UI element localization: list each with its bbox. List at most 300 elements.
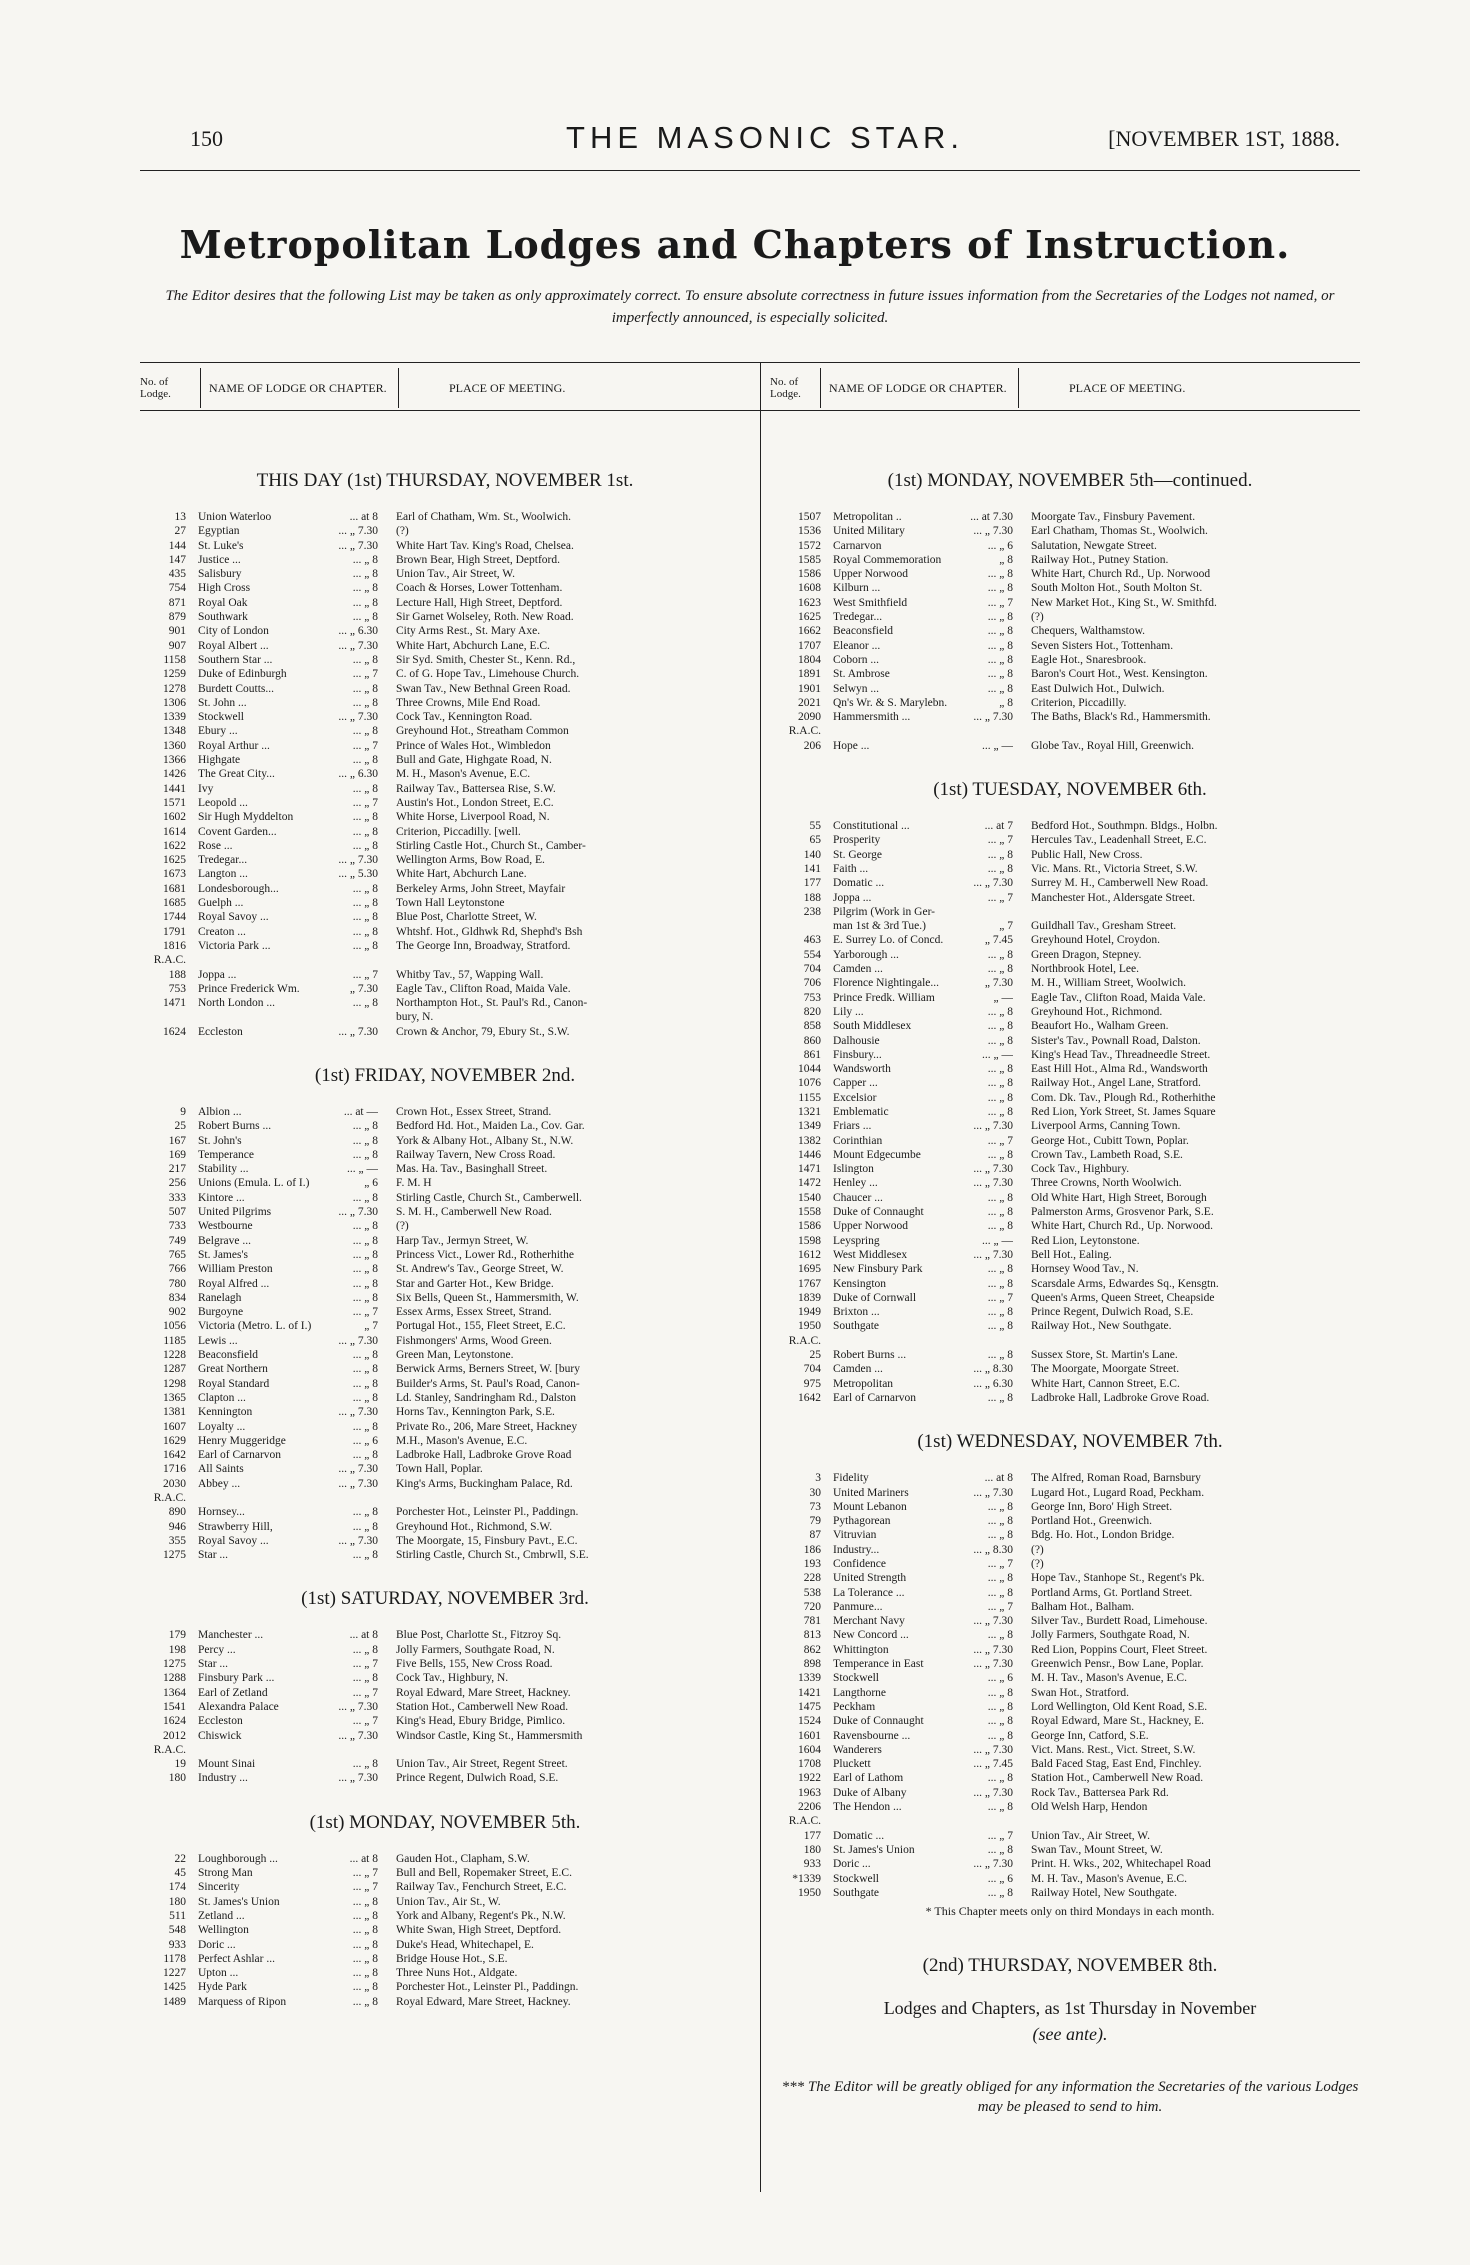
meeting-place: Criterion, Piccadilly. xyxy=(1031,696,1127,709)
left-column xyxy=(140,470,750,2035)
lodge-name: Strawberry Hill, xyxy=(198,1520,273,1533)
meeting-time: ... „ 8 xyxy=(352,682,378,695)
meeting-time: ... „ 8 xyxy=(352,1134,378,1147)
lodge-number: 1158 xyxy=(163,653,186,666)
lodge-name: Camden ... xyxy=(833,963,883,976)
lodge-row xyxy=(775,1191,1365,1205)
lodge-row xyxy=(140,796,750,810)
lodge-number: 3 xyxy=(815,1472,821,1485)
meeting-time: ... at 8 xyxy=(984,1472,1013,1485)
lodge-row xyxy=(775,1814,1365,1828)
lodge-row xyxy=(140,696,750,710)
lodge-number: 834 xyxy=(168,1291,186,1304)
meeting-time: ... „ 8 xyxy=(352,1248,378,1261)
lodge-row xyxy=(775,1500,1365,1514)
meeting-place: Greyhound Hot., Streatham Common xyxy=(396,725,569,738)
meeting-time: ... „ 8 xyxy=(987,1529,1013,1542)
meeting-place: Bedford Hot., Southmpn. Bldgs., Holbn. xyxy=(1031,820,1218,833)
lodge-row xyxy=(775,1277,1365,1291)
lodge-number: 1622 xyxy=(163,839,186,852)
lodge-number: 1259 xyxy=(163,668,186,681)
lodge-name: Southwark xyxy=(198,611,248,624)
meeting-place: White Hart, Church Rd., Up. Norwood. xyxy=(1031,1220,1214,1233)
lodge-number: 1901 xyxy=(798,682,821,695)
lodge-row xyxy=(140,1534,750,1548)
lodge-number: 1716 xyxy=(163,1463,186,1476)
lodge-name: Justice ... xyxy=(198,553,241,566)
meeting-time: ... „ 7.30 xyxy=(338,639,378,652)
meeting-place: bury, N. xyxy=(396,1011,434,1024)
lodge-number: 1963 xyxy=(798,1786,821,1799)
meeting-place: Essex Arms, Essex Street, Strand. xyxy=(396,1306,552,1319)
meeting-time: ... „ 8 xyxy=(352,653,378,666)
meeting-time: ... „ 8 xyxy=(352,1995,378,2008)
lodge-name: Emblematic xyxy=(833,1105,889,1118)
meeting-place: Red Lion, Poppins Court, Fleet Street. xyxy=(1031,1643,1208,1656)
lodge-name: Vitruvian xyxy=(833,1529,877,1542)
meeting-time: ... „ 8 xyxy=(352,1391,378,1404)
lodge-name: man 1st & 3rd Tue.) xyxy=(833,920,926,933)
meeting-place: Porchester Hot., Leinster Pl., Paddingn. xyxy=(396,1506,579,1519)
meeting-time: ... „ 8 xyxy=(352,1909,378,1922)
lodge-row xyxy=(140,782,750,796)
lodge-row xyxy=(140,1671,750,1685)
lodge-row xyxy=(775,1076,1365,1090)
meeting-place: Coach & Horses, Lower Tottenham. xyxy=(396,582,563,595)
lodge-number: 228 xyxy=(803,1572,821,1585)
lodge-number: 1381 xyxy=(163,1406,186,1419)
lodge-row xyxy=(140,1895,750,1909)
lodge-row xyxy=(775,1062,1365,1076)
meeting-time: ... „ — xyxy=(982,1048,1013,1061)
meeting-place: Portland Hot., Greenwich. xyxy=(1031,1515,1153,1528)
lodge-number: 1695 xyxy=(798,1263,821,1276)
meeting-place: Three Nuns Hot., Aldgate. xyxy=(396,1967,518,1980)
meeting-place: White Swan, High Street, Deptford. xyxy=(396,1924,562,1937)
lodge-row xyxy=(775,1886,1365,1900)
meeting-place: St. Andrew's Tav., George Street, W. xyxy=(396,1263,564,1276)
section-heading: (1st) WEDNESDAY, NOVEMBER 7th. xyxy=(917,1431,1223,1453)
meeting-time: ... „ 7.30 xyxy=(338,1772,378,1785)
meeting-place: George Hot., Cubitt Town, Poplar. xyxy=(1031,1134,1189,1147)
meeting-place: South Molton Hot., South Molton St. xyxy=(1031,582,1203,595)
lodge-row xyxy=(775,510,1365,524)
table-top-rule xyxy=(140,362,1360,363)
meeting-time: ... „ 8 xyxy=(352,811,378,824)
meeting-place: Union Tav., Air St., W. xyxy=(396,1895,501,1908)
meeting-place: Royal Edward, Mare Street, Hackney. xyxy=(396,1995,571,2008)
lodge-number: 1949 xyxy=(798,1306,821,1319)
section-heading: (1st) MONDAY, NOVEMBER 5th. xyxy=(309,1811,581,1833)
lodge-number: 1339 xyxy=(163,711,186,724)
lodge-number: 1804 xyxy=(798,653,821,666)
meeting-place: York & Albany Hot., Albany St., N.W. xyxy=(396,1134,574,1147)
lodge-number: 2012 xyxy=(163,1729,186,1742)
meeting-time: ... „ 8 xyxy=(352,1377,378,1390)
issue-date: [NOVEMBER 1ST, 1888. xyxy=(1108,126,1340,151)
lodge-name: Zetland ... xyxy=(198,1909,245,1922)
meeting-place: (?) xyxy=(1031,1543,1044,1556)
lodge-row xyxy=(140,1134,750,1148)
lodge-row xyxy=(140,1491,750,1505)
meeting-time: ... „ 7.30 xyxy=(973,1786,1013,1799)
meeting-time: ... „ 8 xyxy=(352,1220,378,1233)
meeting-place: M. H. Tav., Mason's Avenue, E.C. xyxy=(1031,1872,1187,1885)
lodge-name: Temperance in East xyxy=(833,1658,924,1671)
meeting-time: „ 7.45 xyxy=(984,934,1013,947)
lodge-name: Mount Edgecumbe xyxy=(833,1148,921,1161)
meeting-time: ... „ 8 xyxy=(987,1148,1013,1161)
lodge-number: 1744 xyxy=(163,911,186,924)
lodge-row xyxy=(140,1729,750,1743)
lodge-number: 65 xyxy=(809,834,821,847)
meeting-time: ... „ 8 xyxy=(352,568,378,581)
lodge-row xyxy=(775,1148,1365,1162)
lodge-number: 1662 xyxy=(798,625,821,638)
lodge-row xyxy=(775,739,1365,753)
lodge-name: Chaucer ... xyxy=(833,1191,883,1204)
lodge-row xyxy=(775,1643,1365,1657)
lodge-row xyxy=(775,1471,1365,1485)
lodge-name: Capper ... xyxy=(833,1077,878,1090)
meeting-place: Swan Tav., Mount Street, W. xyxy=(1031,1843,1163,1856)
lodge-number: 9 xyxy=(180,1105,186,1118)
meeting-time: „ 7.30 xyxy=(984,977,1013,990)
lodge-name: Finsbury... xyxy=(833,1048,882,1061)
meeting-place: Town Hall, Poplar. xyxy=(396,1463,483,1476)
lodge-name: Prince Fredk. William xyxy=(833,991,935,1004)
meeting-place: Horns Tav., Kennington Park, S.E. xyxy=(396,1406,555,1419)
meeting-place: Bedford Hd. Hot., Maiden La., Cov. Gar. xyxy=(396,1120,585,1133)
meeting-place: Prince Regent, Dulwich Road, S.E. xyxy=(396,1772,559,1785)
lodge-row xyxy=(775,933,1365,947)
lodge-row xyxy=(775,1843,1365,1857)
meeting-time: „ 6 xyxy=(364,1177,378,1190)
meeting-place: Red Lion, York Street, St. James Square xyxy=(1031,1105,1216,1118)
lodge-number: 167 xyxy=(168,1134,186,1147)
col-head-name: NAME OF LODGE OR CHAPTER. xyxy=(820,368,1019,408)
lodge-name: Wellington xyxy=(198,1924,249,1937)
lodge-row xyxy=(140,667,750,681)
section-heading: (1st) FRIDAY, NOVEMBER 2nd. xyxy=(314,1064,576,1086)
lodge-number: 1056 xyxy=(163,1320,186,1333)
lodge-name: West Smithfield xyxy=(833,596,908,609)
meeting-time: ... „ 7 xyxy=(352,1686,378,1699)
meeting-place: Old Welsh Harp, Hendon xyxy=(1031,1801,1148,1814)
lodge-row xyxy=(140,882,750,896)
meeting-time: ... „ 8 xyxy=(987,1515,1013,1528)
lodge-number: 13 xyxy=(174,511,186,523)
lodge-name: Tredegar... xyxy=(833,611,883,624)
lodge-number: 1642 xyxy=(163,1449,186,1462)
lodge-name: Lily ... xyxy=(833,1005,864,1018)
lodge-row xyxy=(140,1995,750,2009)
lodge-name: Langton ... xyxy=(198,868,248,881)
meeting-place: Whitby Tav., 57, Wapping Wall. xyxy=(396,968,544,981)
meeting-place: Princess Vict., Lower Rd., Rotherhithe xyxy=(396,1248,574,1261)
meeting-time: ... „ 7.30 xyxy=(973,1643,1013,1656)
lodge-row xyxy=(775,1305,1365,1319)
lodge-row xyxy=(140,1743,750,1757)
lodge-name: High Cross xyxy=(198,582,251,595)
meeting-place: Swan Hot., Stratford. xyxy=(1031,1686,1130,1699)
meeting-time: ... „ 8 xyxy=(987,1320,1013,1333)
meeting-time: ... „ 8 xyxy=(352,1120,378,1133)
meeting-time: ... „ 8 xyxy=(987,625,1013,638)
lodge-name: Loughborough ... xyxy=(198,1852,278,1865)
lodge-number: 1471 xyxy=(798,1163,821,1176)
lodge-row xyxy=(140,1548,750,1562)
lodge-number: R.A.C. xyxy=(153,1743,186,1756)
lodge-row xyxy=(775,1291,1365,1305)
lodge-row xyxy=(140,1191,750,1205)
lodge-number: 1472 xyxy=(798,1177,821,1190)
lodge-name: Eccleston xyxy=(198,1025,243,1038)
lodge-name: Duke of Connaught xyxy=(833,1206,924,1219)
meeting-time: ... „ 8 xyxy=(352,1952,378,1965)
meeting-time: ... „ 8 xyxy=(352,1758,378,1771)
lodge-row xyxy=(775,1219,1365,1233)
lodge-number: 45 xyxy=(174,1867,186,1880)
meeting-time: ... „ 8 xyxy=(352,997,378,1010)
lodge-number: 1471 xyxy=(163,997,186,1010)
lodge-row xyxy=(775,1105,1365,1119)
lodge-row xyxy=(140,1880,750,1894)
meeting-time: ... „ 7 xyxy=(987,1134,1013,1147)
lodge-name: Prosperity xyxy=(833,834,881,847)
lodge-row xyxy=(140,996,750,1010)
meeting-place: The Baths, Black's Rd., Hammersmith. xyxy=(1031,711,1211,724)
meeting-time: ... „ 7 xyxy=(987,1558,1013,1570)
meeting-time: ... „ 7.30 xyxy=(973,1120,1013,1133)
lodge-row xyxy=(775,1729,1365,1743)
meeting-time: ... „ 8 xyxy=(987,1686,1013,1699)
meeting-place: Wellington Arms, Bow Road, E. xyxy=(396,854,545,867)
meeting-time: ... „ 7 xyxy=(352,668,378,681)
header-rule xyxy=(140,170,1360,171)
meeting-time: ... „ 7 xyxy=(352,1658,378,1671)
meeting-time: ... „ 7.30 xyxy=(338,525,378,538)
lodge-name: Westbourne xyxy=(198,1220,253,1233)
lodge-number: 1791 xyxy=(163,925,186,938)
meeting-time: ... „ 8 xyxy=(352,1520,378,1533)
lodge-row xyxy=(775,919,1365,933)
lodge-number: 1950 xyxy=(798,1320,821,1333)
meeting-place: Three Crowns, Mile End Road. xyxy=(396,696,541,709)
meeting-time: ... „ 8 xyxy=(352,1924,378,1937)
lodge-name: Manchester ... xyxy=(198,1629,264,1642)
lodge-number: 1681 xyxy=(163,882,186,895)
lodge-row xyxy=(775,1857,1365,1871)
lodge-name: Royal Savoy ... xyxy=(198,911,269,924)
lodge-row xyxy=(775,1586,1365,1600)
section-heading: (1st) MONDAY, NOVEMBER 5th—continued. xyxy=(887,470,1253,491)
page-number: 150 xyxy=(190,126,223,151)
lodge-row xyxy=(775,1514,1365,1528)
lodge-row xyxy=(140,1686,750,1700)
lodge-name: Star ... xyxy=(198,1658,229,1671)
meeting-place: King's Head Tav., Threadneedle Street. xyxy=(1031,1048,1211,1061)
page-title: Metropolitan Lodges and Chapters of Instruction. xyxy=(179,222,1291,267)
lodge-name: Kilburn ... xyxy=(833,582,881,595)
lodge-name: Unions (Emula. L. of I.) xyxy=(198,1177,310,1190)
meeting-place: Star and Garter Hot., Kew Bridge. xyxy=(396,1277,554,1290)
meeting-time: ... „ 8 xyxy=(352,1449,378,1462)
lodge-name: New Concord ... xyxy=(833,1629,909,1642)
meeting-place: York and Albany, Regent's Pk., N.W. xyxy=(396,1909,566,1922)
lodge-name: Merchant Navy xyxy=(833,1615,905,1628)
lodge-row xyxy=(775,639,1365,653)
meeting-time: „ 7.30 xyxy=(349,982,378,995)
meeting-time: ... „ 8 xyxy=(352,553,378,566)
meeting-time: ... „ 8 xyxy=(987,1091,1013,1104)
meeting-place: (?) xyxy=(1031,611,1044,624)
meeting-place: White Hart, Abchurch Lane, E.C. xyxy=(396,639,550,652)
col-head-place: PLACE OF MEETING. xyxy=(398,368,779,408)
lodge-name: Corinthian xyxy=(833,1134,883,1147)
lodge-number: R.A.C. xyxy=(153,954,186,967)
meeting-place: Chequers, Walthamstow. xyxy=(1031,625,1146,638)
lodge-name: Qn's Wr. & S. Marylebn. xyxy=(833,696,948,709)
meeting-place: Brown Bear, High Street, Deptford. xyxy=(396,553,561,566)
lodge-row xyxy=(140,1657,750,1671)
closing-note: *** The Editor will be greatly obliged for any information the Secretaries of the various Lodges may be pleased to send to him. xyxy=(781,2079,1359,2116)
meeting-time: ... „ 6 xyxy=(987,1672,1013,1685)
lodge-name: Hammersmith ... xyxy=(833,711,911,724)
lodge-row xyxy=(775,1829,1365,1843)
meeting-place: Union Tav., Air Street, W. xyxy=(1031,1829,1150,1842)
lodge-name: Temperance xyxy=(198,1148,255,1161)
meeting-place: Green Man, Leytonstone. xyxy=(396,1349,514,1362)
lodge-name: Southern Star ... xyxy=(198,653,273,666)
lodge-name: Carnarvon xyxy=(833,539,882,552)
meeting-place: Railway Hotel, New Southgate. xyxy=(1031,1886,1177,1899)
meeting-time: ... „ 8 xyxy=(987,948,1013,961)
lodge-name: Perfect Ashlar ... xyxy=(198,1952,275,1965)
lodge-number: 1598 xyxy=(798,1234,821,1247)
lodge-row xyxy=(140,1176,750,1190)
lodge-row xyxy=(775,1786,1365,1800)
lodge-number: 1612 xyxy=(798,1248,821,1261)
meeting-place: S. M. H., Camberwell New Road. xyxy=(396,1206,552,1219)
lodge-number: 754 xyxy=(168,582,186,595)
lodge-name: St. George xyxy=(833,848,882,861)
lodge-number: 507 xyxy=(168,1206,186,1219)
lodge-number: 1382 xyxy=(798,1134,821,1147)
lodge-row xyxy=(140,610,750,624)
lodge-number: 1586 xyxy=(798,568,821,581)
meeting-place: Mas. Ha. Tav., Basinghall Street. xyxy=(396,1163,548,1176)
lodge-number: 704 xyxy=(803,1363,821,1376)
lodge-row xyxy=(140,1277,750,1291)
lodge-row xyxy=(140,1923,750,1937)
lodge-name: Langthorne xyxy=(833,1686,887,1699)
lodge-name: Leyspring xyxy=(833,1234,880,1247)
meeting-place: White Horse, Liverpool Road, N. xyxy=(396,811,550,824)
lodge-number: 1607 xyxy=(163,1420,186,1433)
meeting-place: Greenwich Pensr., Bow Lane, Poplar. xyxy=(1031,1658,1204,1671)
lodge-number: 1425 xyxy=(163,1981,186,1994)
lodge-number: 1366 xyxy=(163,754,186,767)
lodge-row xyxy=(140,1505,750,1519)
lodge-row xyxy=(775,1557,1365,1571)
meeting-time: ... „ 8 xyxy=(987,1306,1013,1319)
lodge-row xyxy=(140,1334,750,1348)
lodge-number: 933 xyxy=(168,1938,186,1951)
lodge-name: Ebury ... xyxy=(198,725,238,738)
lodge-number: 1572 xyxy=(798,539,821,552)
lodge-name: Industry ... xyxy=(198,1772,248,1785)
meeting-place: Railway Hot., New Southgate. xyxy=(1031,1320,1172,1333)
lodge-number: 1524 xyxy=(798,1715,821,1728)
meeting-time: ... „ 7 xyxy=(352,1881,378,1894)
lodge-name: United Mariners xyxy=(833,1486,909,1499)
lodge-row xyxy=(140,1628,750,1642)
meeting-time: ... „ 8.30 xyxy=(973,1543,1013,1556)
meeting-place: M. H. Tav., Mason's Avenue, E.C. xyxy=(1031,1672,1187,1685)
meeting-place: City Arms Rest., St. Mary Axe. xyxy=(396,625,541,638)
lodge-name: Finsbury Park ... xyxy=(198,1672,275,1685)
meeting-time: ... „ 8 xyxy=(352,782,378,795)
lodge-number: 753 xyxy=(803,991,821,1004)
lodge-row xyxy=(775,1377,1365,1391)
lodge-number: 1446 xyxy=(798,1148,821,1161)
meeting-place: Royal Edward, Mare St., Hackney, E. xyxy=(1031,1715,1204,1728)
meeting-time: ... „ 8 xyxy=(987,668,1013,681)
lodge-name: Stockwell xyxy=(198,711,244,724)
meeting-place: The Moorgate, 15, Finsbury Pavt., E.C. xyxy=(396,1534,578,1547)
lodge-number: 766 xyxy=(168,1263,186,1276)
lodge-row xyxy=(140,767,750,781)
meeting-place: Three Crowns, North Woolwich. xyxy=(1031,1177,1182,1190)
meeting-time: ... „ 8.30 xyxy=(973,1363,1013,1376)
lodge-name: United Strength xyxy=(833,1572,907,1585)
meeting-time: ... „ 8 xyxy=(987,1715,1013,1728)
meeting-place: Ld. Stanley, Sandringham Rd., Dalston xyxy=(396,1391,577,1404)
meeting-place: M. H., William Street, Woolwich. xyxy=(1031,977,1187,990)
meeting-place: The Alfred, Roman Road, Barnsbury xyxy=(1031,1472,1201,1485)
lodge-row xyxy=(775,962,1365,976)
meeting-time: ... „ 8 xyxy=(352,1291,378,1304)
meeting-place: Duke's Head, Whitechapel, E. xyxy=(396,1938,534,1951)
meeting-time: ... „ 7.30 xyxy=(973,1486,1013,1499)
meeting-time: ... „ 7.30 xyxy=(338,1206,378,1219)
lodge-row xyxy=(140,1866,750,1880)
lodge-name: Beaconsfield xyxy=(198,1349,259,1362)
lodge-name: Londesborough... xyxy=(198,882,279,895)
lodge-name: Earl of Carnarvon xyxy=(198,1449,282,1462)
lodge-row xyxy=(775,1005,1365,1019)
meeting-place: Six Bells, Queen St., Hammersmith, W. xyxy=(396,1291,579,1304)
lodge-row xyxy=(775,976,1365,990)
meeting-place: Vic. Mans. Rt., Victoria Street, S.W. xyxy=(1031,862,1198,875)
lodge-number: 179 xyxy=(168,1629,186,1642)
meeting-time: ... „ 6 xyxy=(987,1872,1013,1885)
lodge-number: 706 xyxy=(803,977,821,990)
lodge-number: 765 xyxy=(168,1248,186,1261)
meeting-time: ... „ 7 xyxy=(987,1600,1013,1613)
thursday-note-text: Lodges and Chapters, as 1st Thursday in November xyxy=(883,1998,1257,2019)
lodge-number: 1287 xyxy=(163,1363,186,1376)
lodge-row xyxy=(775,1757,1365,1771)
lodge-number: 1707 xyxy=(798,639,821,652)
lodge-name: St. James's Union xyxy=(198,1895,280,1908)
lodge-row xyxy=(140,1771,750,1785)
meeting-time: ... „ — xyxy=(982,739,1013,752)
meeting-time: ... „ 8 xyxy=(987,1206,1013,1219)
meeting-place: Builder's Arms, St. Paul's Road, Canon- xyxy=(396,1377,580,1390)
lodge-number: 1625 xyxy=(163,854,186,867)
